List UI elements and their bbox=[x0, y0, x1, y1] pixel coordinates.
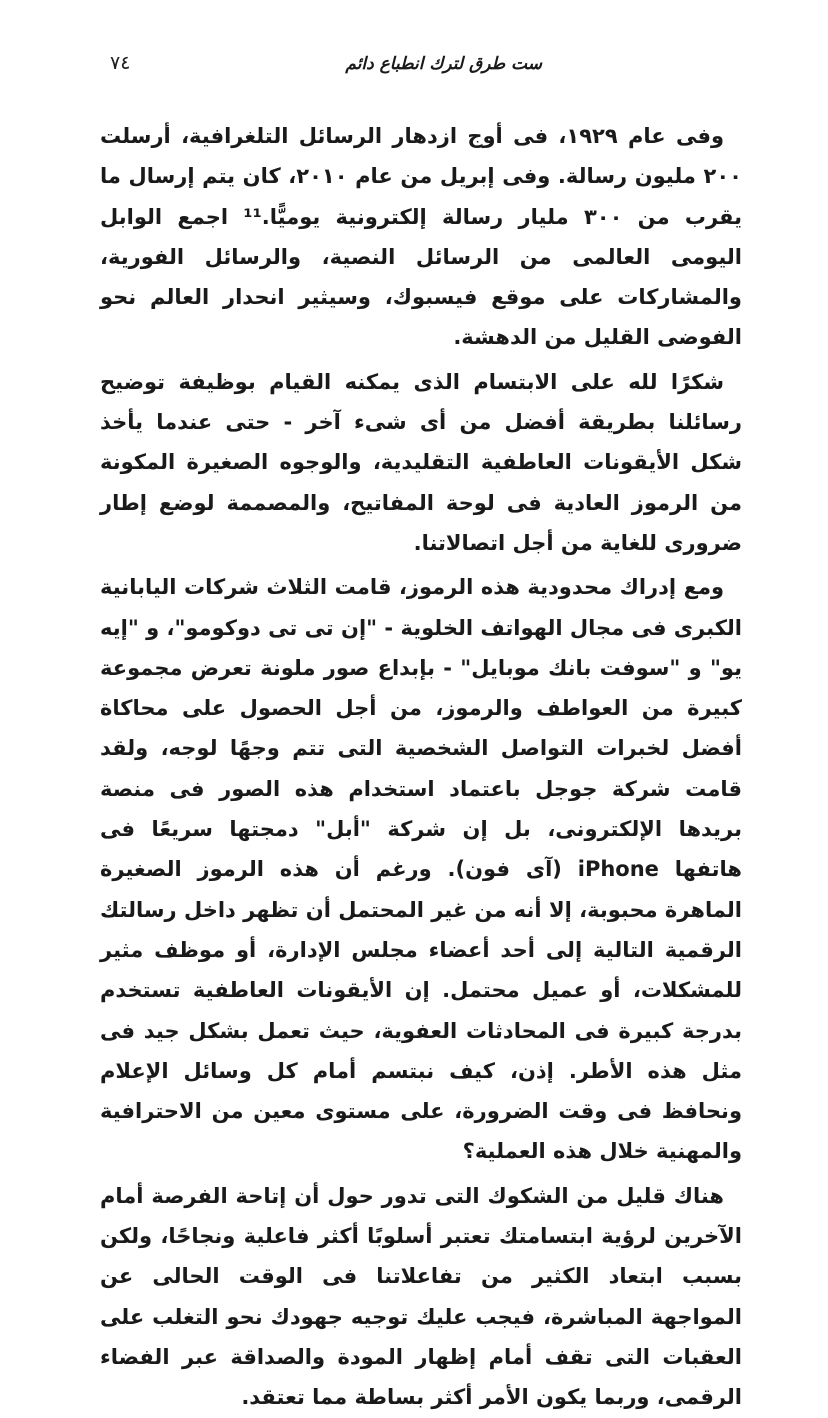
chapter-title: ست طرق لترك انطباع دائم bbox=[345, 54, 542, 74]
body-text bbox=[100, 116, 742, 1418]
running-header bbox=[110, 50, 742, 80]
paragraph: هناك قليل من الشكوك التى تدور حول أن إتاحة الفرصة أمام الآخرين لرؤية ابتسامتك تعتبر أسلوبًا أكثر فاعلية ونجاحًا، ولكن بسبب ابتعاد الكثير من تفاعلاتنا فى الوقت الحالى عن المواجهة المباشرة، فيجب عليك توجيه جهودك نحو التغلب على العقبات التى تقف أمام إظهار المودة والصداقة عبر الفضاء الرقمى، وربما يكون الأمر أكثر بساطة مما تعتقد. bbox=[100, 1183, 742, 1410]
page-number: ٧٤ bbox=[110, 52, 131, 74]
paragraph: وفى عام ١٩٢٩، فى أوج ازدهار الرسائل التلغرافية، أرسلت ٢٠٠ مليون رسالة. وفى إبريل من عام ٢٠١٠، كان يتم إرسال ما يقرب من ٣٠٠ مليار رسالة إلكترونية يوميًّا.¹¹ اجمع الوابل اليومى العالمى من الرسائل النصية، والرسائل الفورية، والمشاركات على موقع فيسبوك، وسيثير انحدار العالم نحو الفوضى القليل من الدهشة. bbox=[100, 124, 743, 350]
paragraph: شكرًا لله على الابتسام الذى يمكنه القيام بوظيفة توضيح رسائلنا بطريقة أفضل من أى شىء آخر - حتى عندما يأخذ شكل الأيقونات العاطفية التقليدية، والوجوه الصغيرة المكونة من الرموز العادية فى لوحة المفاتيح، والمصممة لوضع إطار ضرورى للغاية من أجل اتصالاتنا. bbox=[100, 369, 742, 555]
paragraph: ومع إدراك محدودية هذه الرموز، قامت الثلاث شركات اليابانية الكبرى فى مجال الهواتف الخلوية - "إن تى تى دوكومو"، و "إيه يو" و "سوفت بانك موبايل" - بإبداع صور ملونة تعرض مجموعة كبيرة من العواطف والرموز، من أجل الحصول على محاكاة أفضل لخبرات التواصل الشخصية التى تتم وجهًا لوجه، ولقد قامت شركة جوجل باعتماد استخدام هذه الصور فى منصة بريدها الإلكترونى، بل إن شركة "أبل" دمجتها سريعًا فى هاتفها iPhone (آى فون). ورغم أن هذه الرموز الصغيرة الماهرة محبوبة، إلا أنه من غير المحتمل أن تظهر داخل رسالتك الرقمية التالية إلى أحد أعضاء مجلس الإدارة، أو موظف مثير للمشكلات، أو عميل محتمل. إن الأيقونات العاطفية تستخدم بدرجة كبيرة فى المحادثات العفوية، حيث تعمل بشكل جيد فى مثل هذه الأطر. إذن، كيف نبتسم أمام كل وسائل الإعلام ونحافظ فى وقت الضرورة، على مستوى معين من الاحترافية والمهنية خلال هذه العملية؟ bbox=[100, 575, 742, 1164]
